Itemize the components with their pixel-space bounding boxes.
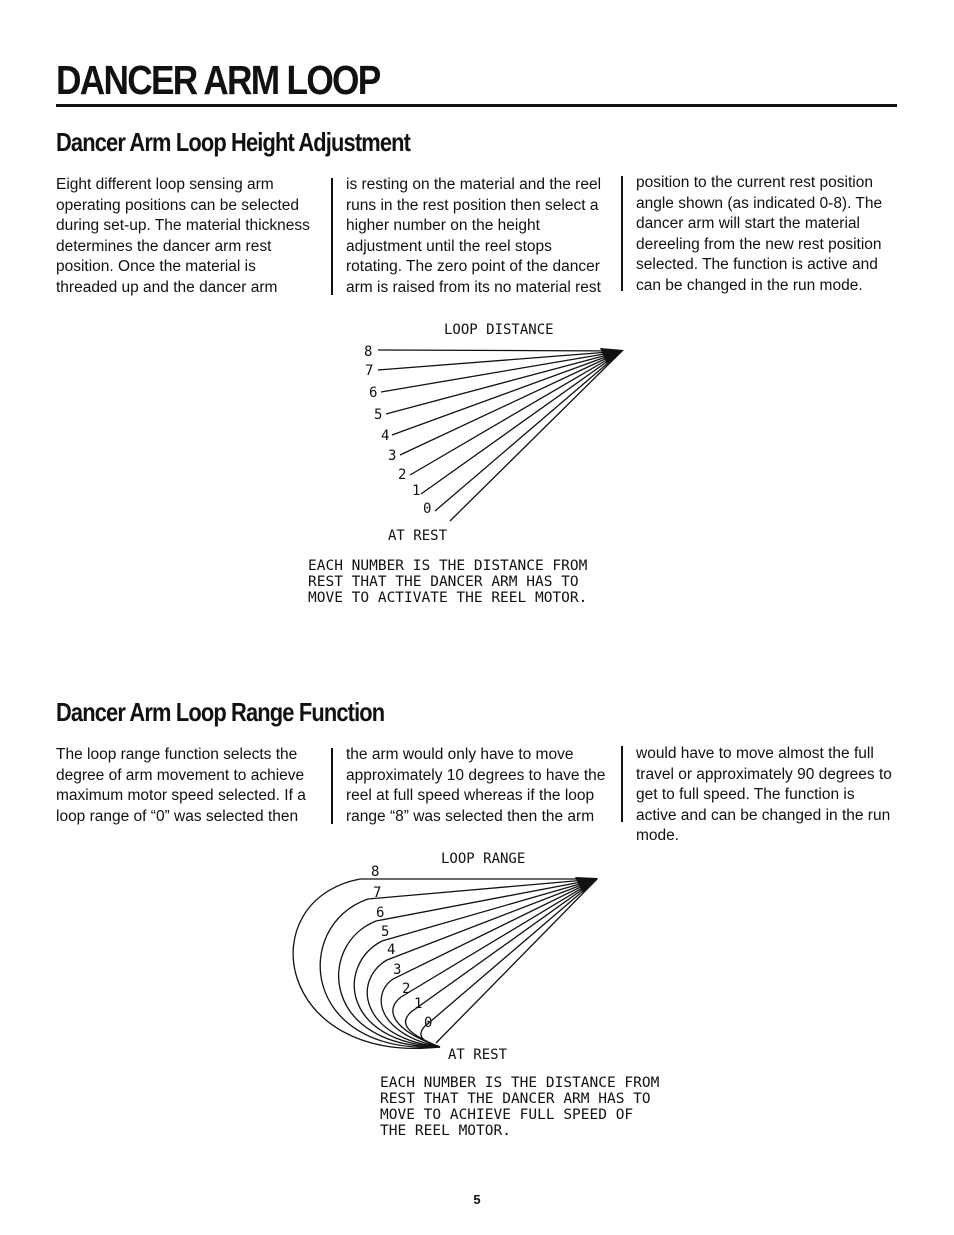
distance-number-6: 6 xyxy=(369,385,378,401)
section2-column-1: The loop range function selects the degree of arm movement to achieve maximum motor speed selected. If a loop range of “0” was selected then xyxy=(56,746,306,825)
loop-range-fan-lines xyxy=(293,879,597,1048)
loop-distance-label: LOOP DISTANCE xyxy=(444,322,554,338)
distance-number-4: 4 xyxy=(381,428,390,444)
caption-line: EACH NUMBER IS THE DISTANCE FROM xyxy=(380,1075,660,1091)
loop-range-label: LOOP RANGE xyxy=(441,851,526,867)
section-heading-height-adjustment: Dancer Arm Loop Height Adjustment xyxy=(56,127,411,157)
caption-line: REST THAT THE DANCER ARM HAS TO xyxy=(308,574,579,590)
range-number-2: 2 xyxy=(402,981,411,997)
range-number-6: 6 xyxy=(376,905,385,921)
page-number: 5 xyxy=(473,1192,481,1207)
distance-number-7: 7 xyxy=(365,363,374,379)
range-number-1: 1 xyxy=(414,996,423,1012)
section1-column-3: position to the current rest position angle shown (as indicated 0-8). The dancer arm will start the material dereeling from the new rest position selected. The function is active and can be changed in the run mode. xyxy=(636,174,883,294)
distance-number-1: 1 xyxy=(412,483,421,499)
range-number-0: 0 xyxy=(424,1015,433,1031)
distance-number-2: 2 xyxy=(398,467,407,483)
section2-column-3: would have to move almost the full travel or approximately 90 degrees to get to full speed. The function is active and can be changed in the run mode. xyxy=(636,745,892,845)
caption-line: REST THAT THE DANCER ARM HAS TO xyxy=(380,1091,651,1107)
distance-number-0: 0 xyxy=(423,501,432,517)
section1-column-1: Eight different loop sensing arm operating positions can be selected during set-up. The material thickness determines the dancer arm rest position. Once the material is threaded up and the dancer arm xyxy=(56,176,310,296)
section1-column-2: is resting on the material and the reel runs in the rest position then select a higher number on the height adjustment until the reel stops rotating. The zero point of the dancer arm is raised from its no material rest xyxy=(346,176,602,296)
caption-line: MOVE TO ACHIEVE FULL SPEED OF xyxy=(380,1107,634,1123)
range-number-8: 8 xyxy=(371,864,380,880)
at-rest-label: AT REST xyxy=(448,1047,508,1063)
at-rest-label: AT REST xyxy=(388,528,448,544)
distance-number-8: 8 xyxy=(364,344,373,360)
range-number-5: 5 xyxy=(381,924,390,940)
caption-line: EACH NUMBER IS THE DISTANCE FROM xyxy=(308,558,588,574)
loop-range-caption xyxy=(380,1075,660,1139)
range-number-7: 7 xyxy=(373,885,382,901)
section-heading-range-function: Dancer Arm Loop Range Function xyxy=(56,697,385,727)
distance-number-5: 5 xyxy=(374,407,383,423)
distance-number-3: 3 xyxy=(388,448,397,464)
caption-line: THE REEL MOTOR. xyxy=(380,1123,511,1139)
page-title: DANCER ARM LOOP xyxy=(56,57,380,103)
section2-column-2: the arm would only have to move approximately 10 degrees to have the reel at full speed whereas if the loop range “8” was selected then the arm xyxy=(346,746,606,825)
range-number-3: 3 xyxy=(393,962,402,978)
range-number-4: 4 xyxy=(387,942,396,958)
caption-line: MOVE TO ACTIVATE THE REEL MOTOR. xyxy=(308,590,588,606)
